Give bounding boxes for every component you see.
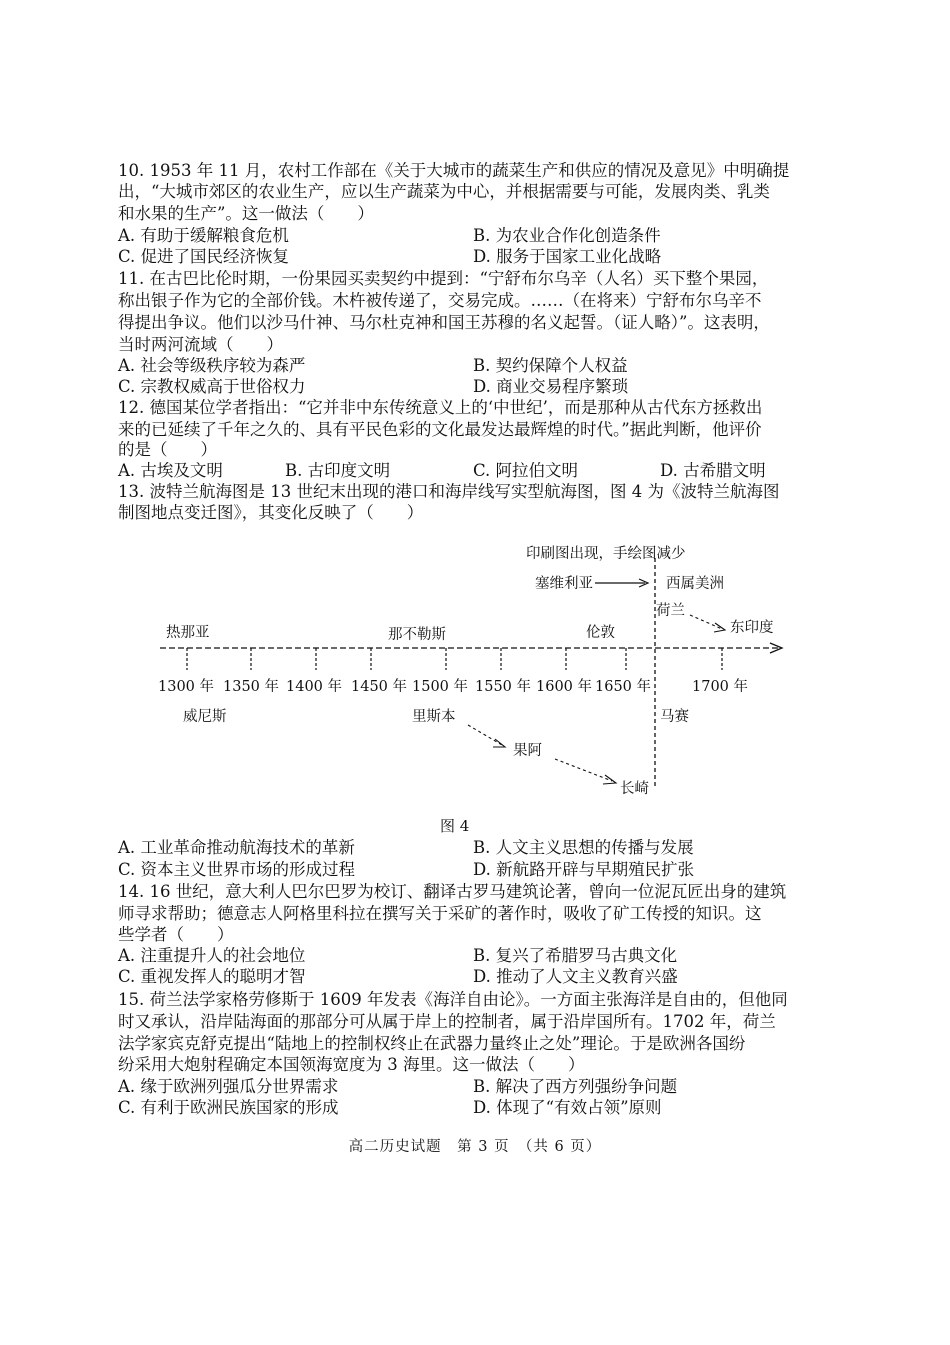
- q15-line-1: 15. 荷兰法学家格劳修斯于 1609 年发表《海洋自由论》。一方面主张海洋是自由的，但他同: [118, 990, 788, 1009]
- q13-option-a: A. 工业革命推动航海技术的革新: [118, 838, 355, 857]
- q12-line-3: 的是（ ）: [118, 440, 217, 459]
- q15-option-d: D. 体现了“有效占领”原则: [473, 1098, 662, 1117]
- place-lisbon: 里斯本: [412, 709, 456, 725]
- goa-arrowhead: [603, 775, 616, 784]
- year-label-1550: 1550 年: [475, 679, 532, 695]
- q15-line-3: 法学家宾克舒克提出“陆地上的控制权终止在武器力量终止之处”理论。于是欧洲各国纷: [118, 1034, 746, 1053]
- q12-line-2: 来的已延续了千年之久的、具有平民色彩的文化最发达最辉煌的时代。”据此判断，他评价: [118, 420, 762, 439]
- year-label-1600: 1600 年: [536, 679, 593, 695]
- q13-option-b: B. 人文主义思想的传播与发展: [473, 838, 694, 857]
- figure-caption: 图 4: [440, 817, 470, 835]
- year-label-1650: 1650 年: [595, 679, 652, 695]
- place-london: 伦敦: [586, 625, 615, 641]
- q14-line-1: 14. 16 世纪，意大利人巴尔巴罗为校订、翻译古罗马建筑论著，曾向一位泥瓦匠出身的建筑: [118, 882, 787, 901]
- figure-4-diagram: [150, 535, 810, 810]
- q10-option-d: D. 服务于国家工业化战略: [473, 247, 662, 266]
- q10-option-b: B. 为农业合作化创造条件: [473, 226, 661, 245]
- q15-option-c: C. 有利于欧洲民族国家的形成: [118, 1098, 339, 1117]
- q11-option-b: B. 契约保障个人权益: [473, 356, 628, 375]
- q12-option-b: B. 古印度文明: [285, 461, 391, 480]
- place-seville: 塞维利亚: [535, 576, 593, 592]
- q15-option-b: B. 解决了西方列强纷争问题: [473, 1077, 678, 1096]
- page-footer: 高二历史试题 第 3 页 （共 6 页）: [348, 1139, 602, 1155]
- timeline-ticks: [187, 648, 722, 670]
- q10-option-a: A. 有助于缓解粮食危机: [118, 226, 289, 245]
- q12-option-a: A. 古埃及文明: [118, 461, 223, 480]
- year-label-1450: 1450 年: [351, 679, 408, 695]
- q11-line-1: 11. 在古巴比伦时期，一份果园买卖契约中提到：“宁舒布尔乌辛（人名）买下整个果园，: [118, 269, 769, 288]
- place-genoa: 热那亚: [166, 625, 210, 641]
- year-label-1500: 1500 年: [412, 679, 469, 695]
- year-label-1700: 1700 年: [692, 679, 749, 695]
- lisbon-arrow-line: [468, 725, 502, 745]
- q13-option-c: C. 资本主义世界市场的形成过程: [118, 860, 356, 879]
- q14-option-d: D. 推动了人文主义教育兴盛: [473, 967, 678, 986]
- year-label-1350: 1350 年: [223, 679, 280, 695]
- q13-option-d: D. 新航路开辟与早期殖民扩张: [473, 860, 695, 879]
- place-east-indies: 东印度: [730, 620, 774, 636]
- place-goa: 果阿: [513, 743, 542, 759]
- q10-option-c: C. 促进了国民经济恢复: [118, 247, 290, 266]
- q14-option-b: B. 复兴了希腊罗马古典文化: [473, 946, 678, 965]
- place-naples: 那不勒斯: [388, 627, 446, 643]
- q14-line-2: 师寻求帮助；德意志人阿格里科拉在撰写关于采矿的著作时，吸收了矿工传授的知识。这: [118, 904, 762, 923]
- place-nagasaki: 长崎: [620, 781, 649, 797]
- q12-option-d: D. 古希腊文明: [660, 461, 766, 480]
- q14-option-a: A. 注重提升人的社会地位: [118, 946, 306, 965]
- place-marseille: 马赛: [660, 709, 689, 725]
- place-netherlands: 荷兰: [656, 603, 685, 619]
- q10-line-1: 10. 1953 年 11 月，农村工作部在《关于大城市的蔬菜生产和供应的情况及意见》中明确提: [118, 161, 790, 180]
- q15-option-a: A. 缘于欧洲列强瓜分世界需求: [118, 1077, 339, 1096]
- q15-line-4: 纷采用大炮射程确定本国领海宽度为 3 海里。这一做法（ ）: [118, 1055, 585, 1074]
- place-venice: 威尼斯: [183, 709, 227, 725]
- year-label-1400: 1400 年: [286, 679, 343, 695]
- q10-line-2: 出，“大城市郊区的农业生产，应以生产蔬菜为中心，并根据需要与可能，发展肉类、乳类: [118, 182, 770, 201]
- q12-line-1: 12. 德国某位学者指出：“它并非中东传统意义上的‘中世纪’，而是那种从古代东方拯救出: [118, 398, 763, 417]
- q11-line-3: 得提出争议。他们以沙马什神、马尔杜克神和国王苏穆的名义起誓。（证人略）”。这表明，: [118, 313, 770, 332]
- netherlands-arrow-line: [690, 615, 722, 629]
- q11-option-a: A. 社会等级秩序较为森严: [118, 356, 306, 375]
- q11-line-4: 当时两河流域（ ）: [118, 335, 283, 354]
- printing-note: 印刷图出现，手绘图减少: [526, 546, 686, 562]
- q14-line-3: 些学者（ ）: [118, 925, 234, 944]
- q15-line-2: 时又承认，沿岸陆海面的那部分可从属于岸上的控制者，属于沿岸国所有。1702 年，荷兰: [118, 1012, 776, 1031]
- goa-arrow-line: [555, 759, 612, 781]
- q11-option-d: D. 商业交易程序繁琐: [473, 377, 629, 396]
- q11-line-2: 称出银子作为它的全部价钱。木杵被传递了，交易完成。……（在将来）宁舒布尔乌辛不: [118, 291, 762, 310]
- q10-line-3: 和水果的生产”。这一做法（ ）: [118, 204, 374, 223]
- q12-option-c: C. 阿拉伯文明: [473, 461, 579, 480]
- q13-line-2: 制图地点变迁图》，其变化反映了（ ）: [118, 503, 424, 522]
- q14-option-c: C. 重视发挥人的聪明才智: [118, 967, 306, 986]
- year-label-1300: 1300 年: [158, 679, 215, 695]
- q11-option-c: C. 宗教权威高于世俗权力: [118, 377, 306, 396]
- place-spanish-america: 西属美洲: [666, 576, 724, 592]
- q13-line-1: 13. 波特兰航海图是 13 世纪末出现的港口和海岸线写实型航海图，图 4 为《波特兰航海图: [118, 482, 780, 501]
